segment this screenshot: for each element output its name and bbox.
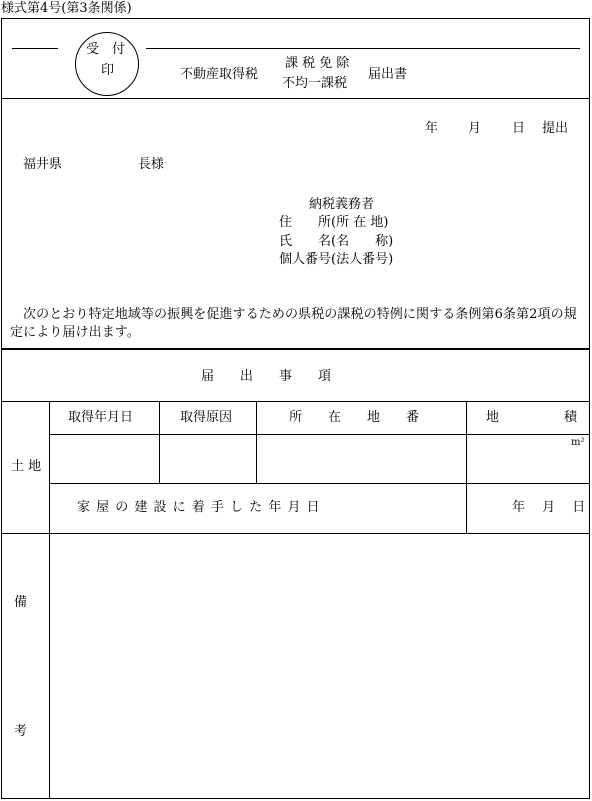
date-submit: 提出: [542, 121, 569, 136]
taxpayer-number-label: 個人番号(法人番号): [279, 252, 394, 267]
tax-name: 不動産取得税: [180, 67, 259, 82]
items-divider: [1, 348, 590, 350]
document-type: 届出書: [368, 67, 408, 82]
stamp-label-bottom: 印: [101, 63, 115, 78]
remarks-label-2: 考: [14, 724, 28, 739]
acq-reason-field[interactable]: [160, 435, 256, 483]
location-field[interactable]: [257, 435, 466, 483]
acq-date-field[interactable]: [50, 435, 159, 483]
construction-date: 年 月 日: [512, 500, 586, 515]
option-nonuniform: 不均一課税: [282, 76, 348, 91]
stamp-label-top: 受 付: [86, 42, 126, 57]
remarks-label-1: 備: [14, 595, 28, 610]
statement-text: 次のとおり特定地域等の振興を促進するための県税の課税の特例に関する条例第6条第2項の規定により届け出ます。: [10, 307, 577, 340]
remarks-field[interactable]: [50, 534, 589, 798]
header-divider: [1, 98, 590, 99]
land-label: 土 地: [11, 459, 42, 474]
date-month: 月: [468, 121, 482, 136]
stamp-rule-left: [12, 48, 58, 49]
col-header-acq-date: 取得年月日: [68, 410, 134, 425]
stamp-rule-right: [146, 48, 580, 49]
taxpayer-address-label: 住 所(所 在 地): [279, 215, 389, 230]
col-header-area: 地 積: [486, 410, 578, 425]
taxpayer-heading: 納税義務者: [309, 197, 375, 212]
items-title-divider: [1, 401, 590, 402]
option-exemption: 課 税 免 除: [285, 56, 350, 71]
form-number-label: 様式第4号(第3条関係): [1, 1, 132, 16]
items-section-title: 届 出 事 項: [201, 369, 332, 384]
col-header-location: 所 在 地 番: [289, 410, 420, 425]
addressee-prefecture: 福井県: [23, 157, 63, 172]
date-year: 年: [425, 121, 439, 136]
addressee-title: 長様: [138, 157, 165, 172]
date-day: 日: [512, 121, 526, 136]
area-unit: m²: [571, 437, 585, 448]
col-header-acq-reason: 取得原因: [180, 410, 233, 425]
construction-label: 家 屋 の 建 設 に 着 手 し た 年 月 日: [77, 500, 321, 515]
taxpayer-name-label: 氏 名(名 称): [279, 234, 394, 249]
